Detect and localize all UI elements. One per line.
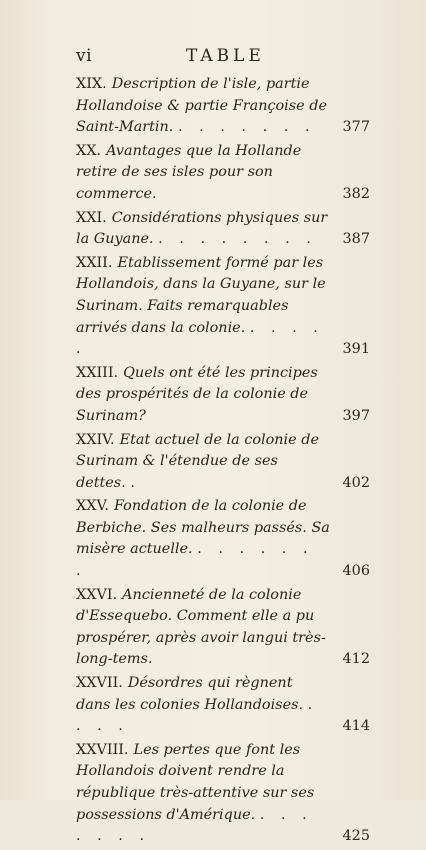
toc-entry-xx	[76, 141, 370, 206]
page-title: TABLE	[186, 46, 265, 66]
chapter-title: Désordres qui règnent dans les colonies Hollandoises.	[76, 675, 304, 713]
toc-entry-xxiii	[76, 363, 370, 428]
page-header	[76, 46, 364, 72]
chapter-title: Description de l'isle, partie Hollandoise & partie Françoise de Saint-Martin.	[76, 76, 327, 136]
dot-leaders: . . . . . . .	[76, 541, 314, 580]
toc-entry-xxv	[76, 496, 370, 582]
chapter-title: Les pertes que font les Hollandois doivent rendre la république très-attentive sur ses possessions d'Amérique.	[76, 741, 315, 823]
chapter-number: XXI.	[76, 209, 107, 226]
dot-leaders: . . . . . . .	[76, 806, 313, 845]
page-reference: 397	[342, 407, 370, 424]
page-reference: 391	[342, 341, 370, 358]
chapter-number: XXVII.	[76, 675, 123, 692]
page-number: vi	[76, 46, 93, 66]
chapter-number: XXII.	[76, 254, 113, 271]
toc-entry-xxvii	[76, 673, 370, 738]
page-reference: 406	[342, 563, 370, 580]
dot-leaders: .	[130, 474, 141, 491]
chapter-title: Quels ont été les principes des prospérités de la colonie de Surinam?	[76, 364, 318, 424]
page-reference: 414	[342, 718, 370, 735]
page-reference: 402	[342, 474, 370, 491]
chapter-number: XX.	[76, 142, 102, 159]
toc-entry-xxi	[76, 208, 370, 251]
chapter-title: Avantages que la Hollande retire de ses isles pour son commerce.	[76, 142, 302, 202]
chapter-number: XXIV.	[76, 431, 115, 448]
chapter-number: XIX.	[76, 76, 107, 92]
page-reference: 377	[342, 119, 370, 136]
chapter-number: XXV.	[76, 498, 109, 515]
chapter-title: Ancienneté de la colonie d'Essequebo. Comment elle a pu prospérer, après avoir langui très-long-tems.	[76, 586, 326, 668]
chapter-title: Etat actuel de la colonie de Surinam & l'étendue de ses dettes.	[76, 431, 319, 491]
toc-entry-xxvi	[76, 585, 370, 671]
page-reference: 382	[342, 185, 370, 202]
dot-leaders: . . . . . . .	[177, 119, 316, 136]
chapter-title: Etablissement formé par les Hollandois, dans la Guyane, sur le Surinam. Faits remarquables arrivés dans la colonie.	[76, 254, 326, 336]
toc-entry-xxii	[76, 253, 370, 361]
toc-entry-xix	[76, 74, 370, 139]
dot-leaders: . . . . .	[76, 319, 324, 358]
page-reference: 425	[342, 828, 370, 845]
chapter-number: XXIII.	[76, 364, 119, 381]
page-reference: 387	[342, 231, 370, 248]
dot-leaders: . . . .	[76, 696, 319, 735]
chapter-title: Considérations physiques sur la Guyane.	[76, 209, 328, 248]
chapter-title: Fondation de la colonie de Berbiche. Ses malheurs passés. Sa misère actuelle.	[76, 498, 330, 558]
page-reference: 412	[342, 651, 370, 668]
toc-entry-xxiv	[76, 430, 370, 495]
table-of-contents	[76, 74, 370, 850]
chapter-number: XXVI.	[76, 586, 118, 603]
dot-leaders: . . . . . . . .	[158, 231, 317, 248]
chapter-number: XXVIII.	[76, 741, 129, 758]
toc-entry-xxviii	[76, 740, 370, 848]
